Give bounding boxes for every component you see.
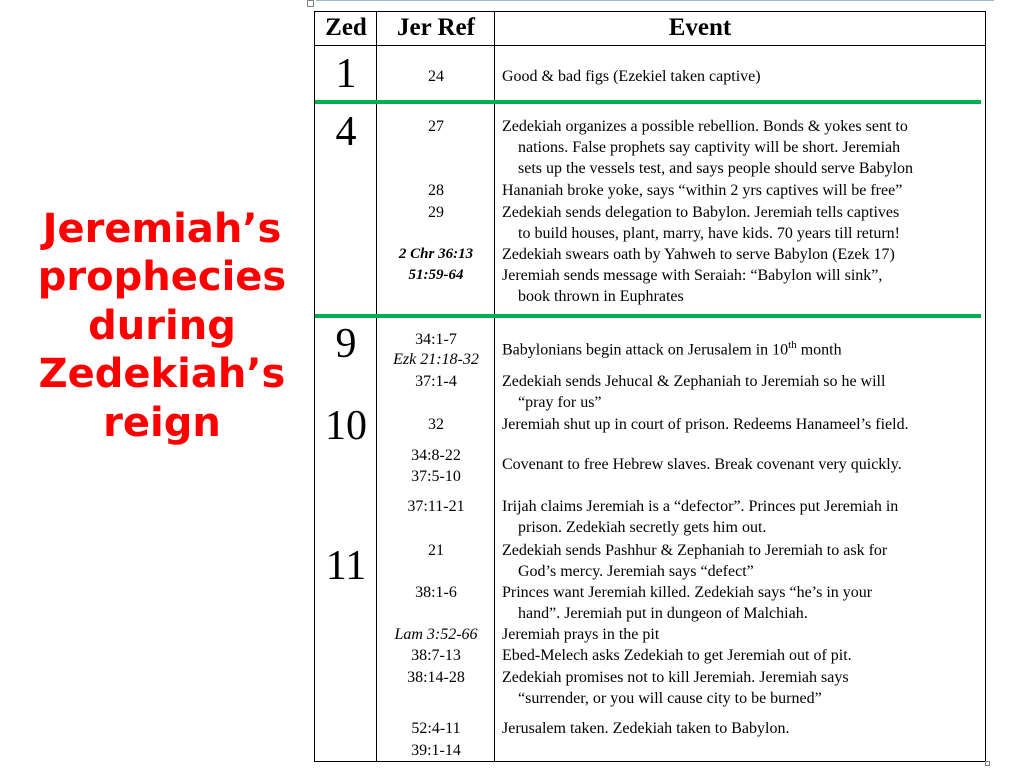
event-line: prison. Zedekiah secretly gets him out. xyxy=(518,519,767,536)
event-line: Covenant to free Hebrew slaves. Break covenant very quickly. xyxy=(502,456,902,473)
jer-ref: 37:1-4 xyxy=(415,373,457,390)
event-entry xyxy=(502,335,982,360)
jer-ref: 38:14-28 xyxy=(407,669,465,686)
zed-year: 9 xyxy=(335,321,357,367)
event-line: Zedekiah swears oath by Yahweh to serve Babylon (Ezek 17) xyxy=(502,246,895,263)
jer-ref: 51:59-64 xyxy=(408,267,464,283)
title-line: Jeremiah’s xyxy=(42,206,282,252)
event-entry xyxy=(502,66,982,87)
event-entry xyxy=(502,540,982,582)
event-entry xyxy=(502,371,982,413)
event-line: Jerusalem taken. Zedekiah taken to Babylon. xyxy=(502,720,790,737)
event-line: “pray for us” xyxy=(518,394,602,411)
jer-ref: 21 xyxy=(428,542,444,559)
event-line: God’s mercy. Jeremiah says “defect” xyxy=(518,563,754,580)
event-entry xyxy=(502,244,982,265)
jer-ref: 28 xyxy=(428,182,444,199)
title-line: Zedekiah’s xyxy=(38,351,286,398)
prophecy-table[interactable] xyxy=(314,11,986,762)
event-entry xyxy=(502,624,982,645)
event-line: Irijah claims Jeremiah is a “defector”. Princes put Jeremiah in xyxy=(502,498,899,515)
ordinal-suffix: th xyxy=(788,339,797,351)
zed-year: 1 xyxy=(335,51,357,97)
event-entry xyxy=(502,414,982,435)
event-line: Princes want Jeremiah killed. Zedekiah says “he’s in your xyxy=(502,584,873,601)
jer-ref: 37:11-21 xyxy=(407,498,465,515)
zed-year: 11 xyxy=(325,543,367,589)
jer-ref: 32 xyxy=(428,416,444,433)
slide-title xyxy=(30,205,294,447)
zed-year: 10 xyxy=(325,403,367,449)
jer-ref: 29 xyxy=(428,204,444,221)
event-entry xyxy=(502,645,982,666)
jer-ref: 24 xyxy=(428,68,444,85)
jer-ref: 52:4-11 xyxy=(411,720,461,737)
year-divider xyxy=(315,314,981,318)
jer-ref: 38:7-13 xyxy=(411,647,461,664)
event-line: Good & bad figs (Ezekiel taken captive) xyxy=(502,68,761,85)
zed-year: 4 xyxy=(335,109,357,155)
jer-ref: 34:1-7 xyxy=(415,331,457,348)
selection-frame-top xyxy=(316,0,994,1)
title-line: reign xyxy=(103,399,221,446)
header-zed: Zed xyxy=(325,14,367,41)
event-line: to build houses, plant, marry, have kids. 70 years till return! xyxy=(518,225,900,242)
event-entry xyxy=(502,582,982,624)
event-entry xyxy=(502,265,982,307)
header-event: Event xyxy=(668,14,732,41)
event-entry xyxy=(502,454,982,475)
year-divider xyxy=(315,100,981,104)
jer-ref: 38:1-6 xyxy=(415,584,457,601)
event-line: Jeremiah shut up in court of prison. Redeems Hanameel’s field. xyxy=(502,416,909,433)
event-line: hand”. Jeremiah put in dungeon of Malchiah. xyxy=(518,605,808,622)
event-line: Ebed-Melech asks Zedekiah to get Jeremiah out of pit. xyxy=(502,647,852,664)
event-line: sets up the vessels test, and says people should serve Babylon xyxy=(518,160,914,177)
header-divider xyxy=(315,45,985,46)
event-line: Jeremiah sends message with Seraiah: “Babylon will sink”, xyxy=(502,267,883,284)
title-line: during xyxy=(88,302,236,349)
header-jer-ref: Jer Ref xyxy=(397,14,475,41)
event-entry xyxy=(502,202,982,244)
jer-ref: 37:5-10 xyxy=(411,468,461,485)
event-line: Babylonians begin attack on Jerusalem in 10th month xyxy=(502,339,842,359)
resize-handle-top-left[interactable] xyxy=(307,0,314,7)
jer-ref: Lam 3:52-66 xyxy=(394,626,478,643)
event-line: Jeremiah prays in the pit xyxy=(502,626,660,643)
event-entry xyxy=(502,667,982,709)
event-line: nations. False prophets say captivity will be short. Jeremiah xyxy=(518,139,901,156)
event-entry xyxy=(502,718,982,739)
event-line: Zedekiah sends delegation to Babylon. Jeremiah tells captives xyxy=(502,204,900,221)
resize-handle-bottom-right[interactable] xyxy=(985,761,990,766)
event-entry xyxy=(502,116,982,179)
event-line: Zedekiah sends Jehucal & Zephaniah to Jeremiah so he will xyxy=(502,373,886,390)
jer-ref: 27 xyxy=(428,118,444,135)
jer-ref: Ezk 21:18-32 xyxy=(393,351,479,368)
event-line: Hananiah broke yoke, says “within 2 yrs captives will be free” xyxy=(502,182,903,199)
jer-ref: 39:1-14 xyxy=(411,742,461,759)
event-line: Zedekiah organizes a possible rebellion. Bonds & yokes sent to xyxy=(502,118,908,135)
jer-ref: 2 Chr 36:13 xyxy=(398,246,474,262)
event-entry xyxy=(502,180,982,201)
event-line: Zedekiah promises not to kill Jeremiah. Jeremiah says xyxy=(502,669,849,686)
event-line: “surrender, or you will cause city to be burned” xyxy=(518,690,822,707)
jer-ref: 34:8-22 xyxy=(411,447,461,464)
event-line: book thrown in Euphrates xyxy=(518,288,684,305)
event-entry xyxy=(502,496,982,538)
title-line: prophecies xyxy=(37,254,287,301)
event-line: Zedekiah sends Pashhur & Zephaniah to Jeremiah to ask for xyxy=(502,542,888,559)
